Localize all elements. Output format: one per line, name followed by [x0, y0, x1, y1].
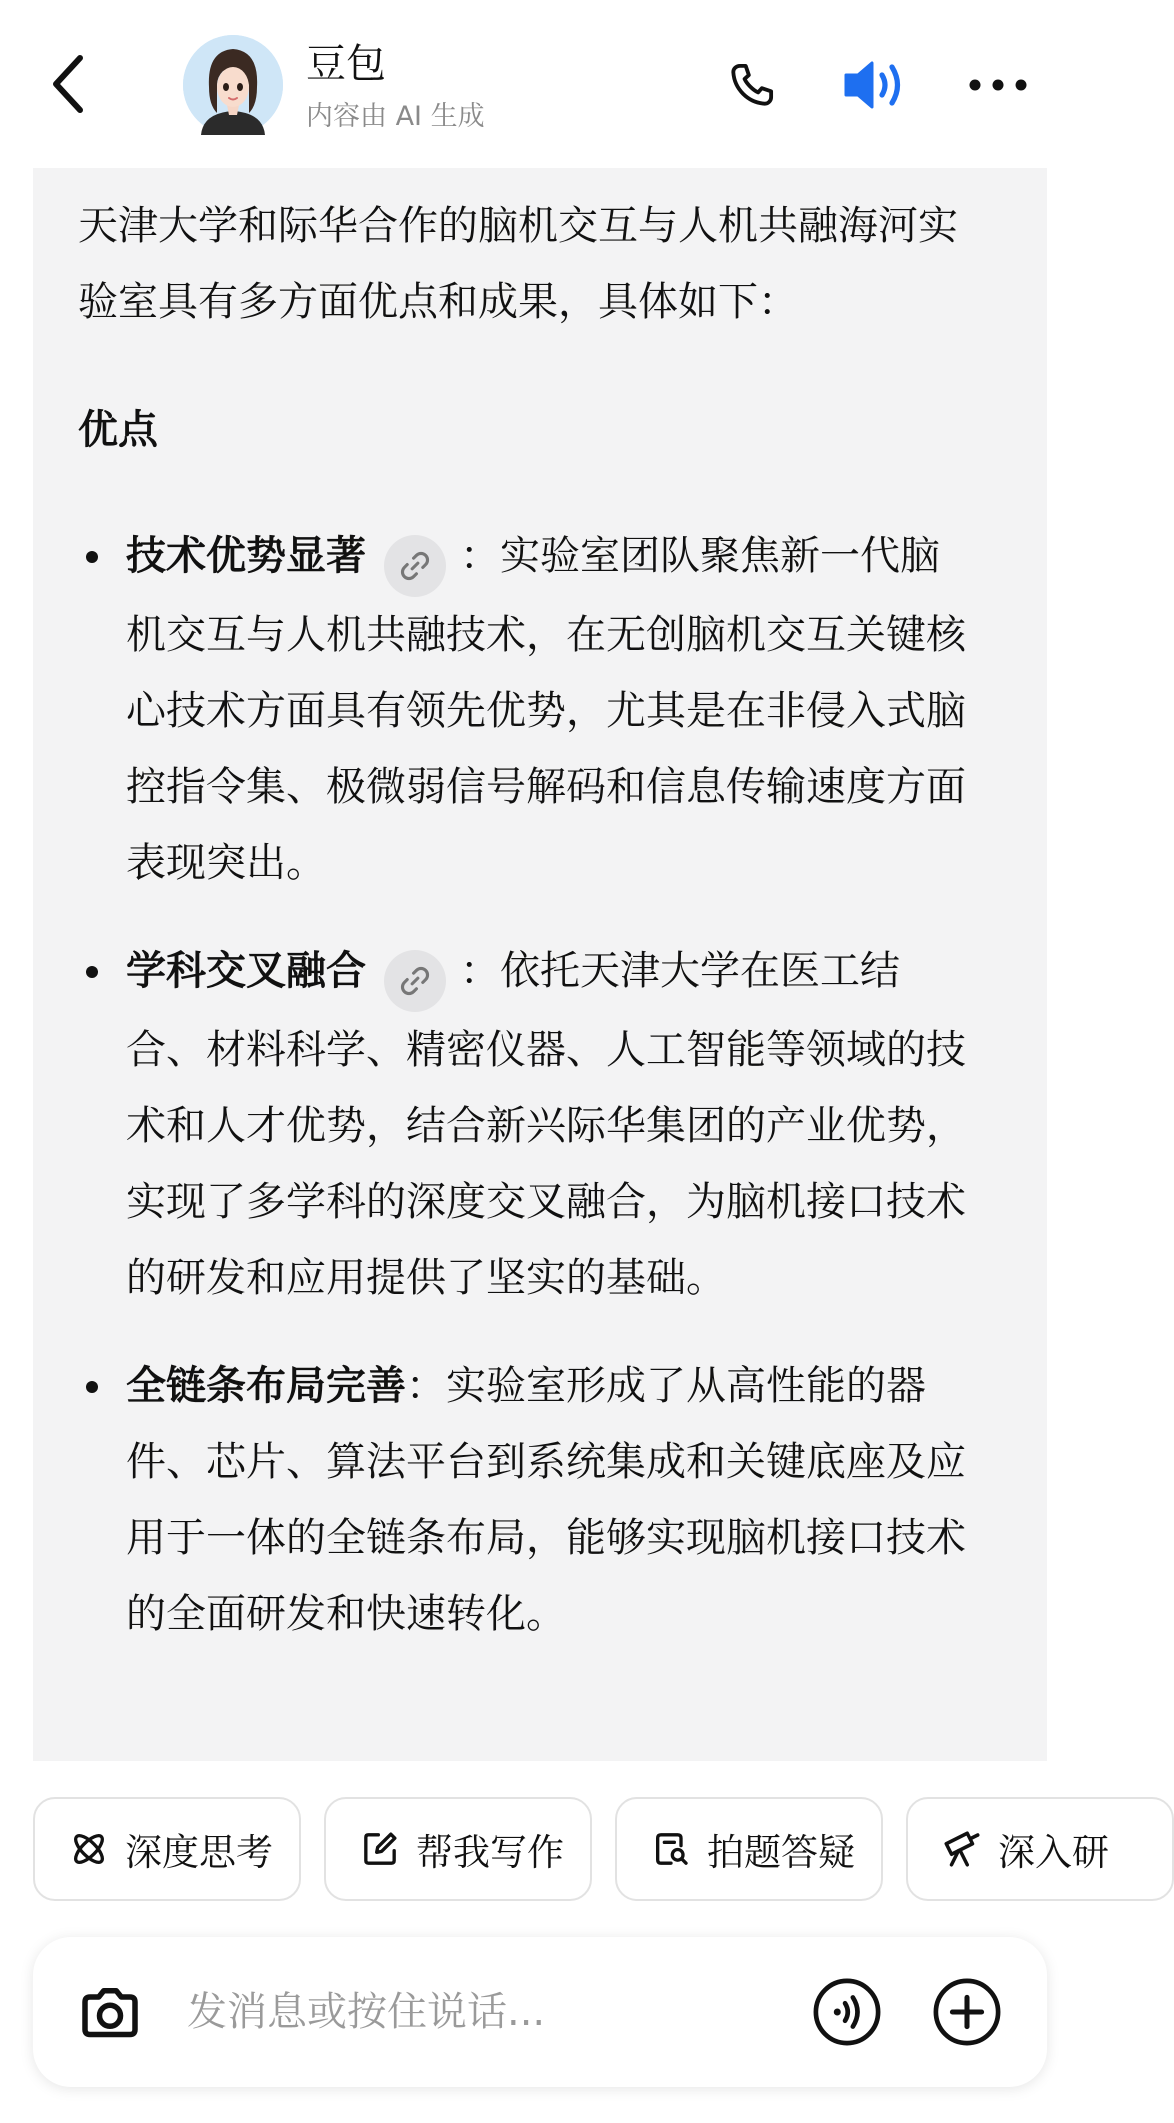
more-dots-icon [968, 78, 1028, 92]
speaker-icon [842, 57, 908, 113]
bot-name: 豆包 [306, 41, 386, 87]
point-title: 全链条布局完善 [126, 1363, 406, 1409]
speaker-button[interactable] [840, 55, 910, 115]
point-body: ：依托天津大学在医工结合、材料科学、精密仪器、人工智能等领域的技术和人才优势，结合新兴际华集团的产业优势，实现了多学科的深度交叉融合，为脑机接口技术的研发和应用提供了坚实的基础。 [126, 948, 966, 1301]
voice-button[interactable] [811, 1976, 883, 2048]
message-content [78, 188, 978, 1684]
voice-wave-icon [812, 1977, 882, 2047]
point-body: ：实验室团队聚焦新一代脑机交互与人机共融技术，在无创脑机交互关键核心技术方面具有领先优势，尤其是在非侵入式脑控指令集、极微弱信号解码和信息传输速度方面表现突出。 [126, 533, 966, 886]
quick-action-label: 深入研 [998, 1831, 1109, 1874]
quick-action-label: 拍题答疑 [707, 1831, 855, 1874]
back-button[interactable] [40, 48, 96, 120]
list-item [78, 518, 978, 901]
message-input[interactable] [185, 1982, 745, 2042]
message-intro: 天津大学和际华合作的脑机交互与人机共融海河实验室具有多方面优点和成果，具体如下： [78, 203, 958, 325]
quick-action-deep-research[interactable] [906, 1797, 1174, 1901]
point-title: 技术优势显著 [126, 533, 366, 579]
plus-circle-icon [932, 1977, 1002, 2047]
avatar[interactable] [183, 35, 283, 135]
quick-action-deep-think[interactable] [33, 1797, 301, 1901]
ai-disclaimer: 内容由 AI 生成 [306, 101, 485, 132]
point-title: 学科交叉融合 [126, 948, 366, 994]
source-link-button[interactable] [384, 535, 446, 597]
link-icon [398, 549, 432, 583]
quick-action-label: 深度思考 [125, 1831, 273, 1874]
link-icon [398, 964, 432, 998]
more-options-button[interactable] [966, 60, 1030, 110]
points-list [78, 518, 978, 1652]
chat-header [0, 0, 1080, 168]
edit-icon [358, 1827, 402, 1871]
camera-icon [77, 1982, 143, 2042]
message-input-bar [33, 1937, 1047, 2087]
bot-avatar-icon [183, 35, 283, 135]
list-item [78, 1348, 978, 1652]
call-button[interactable] [722, 55, 782, 115]
quick-actions-bar [0, 1797, 1109, 1901]
section-title: 优点 [78, 407, 158, 453]
scan-doc-icon [649, 1827, 693, 1871]
source-link-button[interactable] [384, 950, 446, 1012]
quick-action-photo-qa[interactable] [615, 1797, 883, 1901]
camera-button[interactable] [75, 1977, 145, 2047]
quick-action-label: 帮我写作 [416, 1831, 564, 1874]
quick-action-writing[interactable] [324, 1797, 592, 1901]
chevron-left-icon [48, 52, 88, 116]
add-attachment-button[interactable] [931, 1976, 1003, 2048]
phone-icon [725, 58, 779, 112]
atom-icon [67, 1827, 111, 1871]
telescope-icon [940, 1827, 984, 1871]
bot-message [33, 168, 1047, 1761]
list-item [78, 933, 978, 1316]
point-body: ：实验室形成了从高性能的器件、芯片、算法平台到系统集成和关键底座及应用于一体的全链条布局，能够实现脑机接口技术的全面研发和快速转化。 [126, 1363, 966, 1637]
